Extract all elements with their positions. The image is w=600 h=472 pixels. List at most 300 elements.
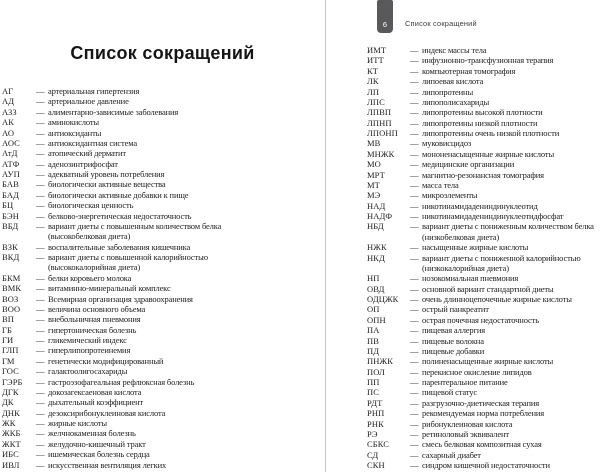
definition-line: муковисцидоз	[422, 138, 472, 149]
definition	[422, 242, 528, 252]
dash-separator: —	[36, 189, 45, 200]
dash-separator: —	[410, 138, 419, 149]
dash-separator: —	[410, 325, 419, 336]
abbreviation: БАВ	[2, 179, 19, 190]
abbreviation-row	[367, 118, 600, 128]
dash-separator: —	[36, 106, 45, 117]
definition	[422, 377, 508, 387]
definition	[48, 439, 146, 449]
page-title: Список сокращений	[70, 43, 255, 63]
abbreviation-row	[367, 284, 600, 294]
definition	[48, 211, 191, 221]
abbreviation-row	[367, 273, 600, 283]
dash-separator: —	[36, 137, 45, 148]
dash-separator: —	[36, 200, 45, 211]
dash-separator: —	[410, 460, 419, 470]
dash-separator: —	[36, 324, 45, 335]
abbreviation-row	[2, 190, 324, 200]
definition	[48, 86, 139, 96]
dash-separator: —	[36, 314, 45, 325]
abbreviation-row	[2, 314, 324, 324]
abbreviation-row	[2, 221, 324, 242]
dash-separator: —	[36, 252, 45, 262]
abbreviation: ВОО	[2, 303, 21, 314]
definition-line: масса тела	[422, 179, 459, 190]
definition	[48, 356, 163, 366]
definition	[422, 387, 477, 397]
abbreviation-row	[367, 107, 600, 117]
abbreviation: НБД	[367, 221, 384, 232]
dash-separator: —	[36, 335, 45, 345]
abbreviation-row	[2, 366, 324, 376]
definition	[48, 304, 145, 314]
definition-line: рекомендуемая норма потребления	[422, 408, 545, 419]
abbreviation: ИТТ	[367, 55, 384, 66]
dash-separator: —	[36, 220, 45, 231]
dash-separator: —	[410, 273, 419, 284]
dash-separator: —	[36, 449, 45, 460]
abbreviation-row	[2, 397, 324, 407]
abbreviation: АО	[2, 127, 15, 138]
dash-separator: —	[410, 439, 419, 450]
abbreviation: ЛК	[367, 76, 379, 87]
definition-line: индекс массы тела	[422, 45, 487, 55]
abbreviation: НП	[367, 273, 380, 284]
abbreviation-row	[2, 408, 324, 418]
definition-line-continuation: (высококалорийная диета)	[48, 262, 141, 273]
definition-line: величина основного объема	[48, 303, 146, 314]
abbreviation-row	[2, 159, 324, 169]
definition-line: никотинамидадениндинуклеотид	[422, 200, 538, 211]
dash-separator: —	[36, 210, 45, 221]
definition	[422, 149, 554, 159]
abbreviation-row	[2, 148, 324, 158]
definition	[48, 138, 137, 148]
dash-separator: —	[410, 159, 419, 170]
abbreviation: ЛПОНП	[367, 128, 398, 138]
definition	[422, 429, 509, 439]
dash-separator: —	[410, 397, 419, 408]
abbreviation-row	[2, 211, 324, 221]
definition-line: компьютерная томография	[422, 65, 516, 76]
abbreviation: ДГК	[2, 386, 19, 397]
definition-line: парентеральное питание	[422, 377, 508, 387]
definition-line: смесь белковая композитная сухая	[422, 439, 542, 450]
abbreviation-row	[367, 201, 600, 211]
abbreviation-row	[367, 97, 600, 107]
abbreviation: ПВ	[367, 335, 380, 346]
definition	[48, 242, 190, 252]
dash-separator: —	[410, 200, 419, 211]
definition-line: вариант диеты с повышенной калорийностью	[48, 252, 209, 262]
definition	[422, 294, 572, 304]
abbreviation-row	[367, 387, 600, 397]
abbreviation: ВБД	[2, 220, 19, 231]
definition-line: микроэлементы	[422, 190, 478, 201]
definition	[48, 335, 127, 345]
abbreviation: АГ	[2, 86, 14, 96]
definition-line: антиоксиданты	[48, 127, 102, 138]
dash-separator: —	[410, 55, 419, 66]
definition-line: биологически активные добавки к пище	[48, 189, 189, 200]
definition-line: магнитно-резонансная томография	[422, 169, 544, 180]
abbreviation: АТФ	[2, 158, 20, 169]
dash-separator: —	[36, 303, 45, 314]
definition	[422, 118, 537, 128]
abbreviation-row	[367, 159, 600, 169]
abbreviation: РДТ	[367, 397, 383, 408]
definition	[48, 418, 107, 428]
dash-separator: —	[36, 428, 45, 439]
abbreviation: ВКД	[2, 252, 20, 262]
dash-separator: —	[410, 86, 419, 97]
abbreviation: РНП	[367, 408, 385, 419]
abbreviation: ПА	[367, 325, 380, 336]
definition	[48, 377, 194, 387]
abbreviation: ИВЛ	[2, 459, 20, 470]
definition	[422, 170, 544, 180]
definition	[48, 148, 126, 158]
dash-separator: —	[36, 293, 45, 304]
definition-line: гипертоническая болезнь	[48, 324, 137, 335]
dash-separator: —	[36, 169, 45, 179]
abbreviation: ГМ	[2, 355, 15, 366]
definition-line: вариант диеты с пониженной калорийностью	[422, 252, 581, 263]
definition	[422, 273, 518, 283]
abbreviation: АтД	[2, 148, 18, 159]
abbreviation: СКН	[367, 460, 385, 470]
abbreviation: ПД	[367, 345, 380, 356]
definition-line: очень длинноцепочечные жирные кислоты	[422, 294, 572, 304]
dash-separator: —	[36, 117, 45, 128]
definition-line: нозокомиальная пневмония	[422, 273, 519, 284]
dash-separator: —	[36, 397, 45, 408]
definition	[48, 283, 171, 293]
definition-line: биологически активные вещества	[48, 179, 166, 190]
abbreviation-row	[367, 149, 600, 159]
abbreviation-row	[367, 55, 600, 65]
definition-line: вариант диеты с пониженным количеством белка	[422, 221, 594, 232]
definition	[422, 87, 473, 97]
abbreviation-row	[367, 377, 600, 387]
definition	[48, 294, 193, 304]
dash-separator: —	[410, 304, 419, 315]
definition-line: липопротеины	[422, 86, 474, 97]
definition-line: липопротеины высокой плотности	[422, 107, 543, 118]
definition	[422, 356, 553, 366]
definition-line: вариант диеты с повышенным количеством белка	[48, 220, 222, 231]
definition	[422, 315, 539, 325]
abbreviation-row	[367, 221, 600, 242]
definition	[422, 325, 485, 335]
definition	[422, 107, 543, 117]
abbreviation: ДК	[2, 397, 14, 408]
abbreviation-row	[367, 211, 600, 221]
abbreviation: РЭ	[367, 428, 378, 439]
abbreviation-row	[2, 439, 324, 449]
abbreviation: НАД	[367, 200, 386, 211]
definition	[48, 273, 131, 283]
dash-separator: —	[410, 335, 419, 346]
definition-line: пищевые добавки	[422, 345, 485, 356]
abbreviation-row	[2, 418, 324, 428]
dash-separator: —	[410, 345, 419, 356]
definition-line: никотинамидадениндинуклеотидфосфат	[422, 211, 564, 221]
definition	[48, 221, 221, 242]
dash-separator: —	[36, 241, 45, 252]
abbreviation: ПОЛ	[367, 366, 385, 377]
definition	[48, 397, 143, 407]
definition-line: насыщенные жирные кислоты	[422, 242, 529, 253]
abbreviation: ИМТ	[367, 45, 387, 55]
abbreviation-row	[367, 190, 600, 200]
dash-separator: —	[36, 283, 45, 294]
abbreviation: НЖК	[367, 242, 387, 253]
dash-separator: —	[36, 86, 45, 96]
definition	[422, 398, 539, 408]
dash-separator: —	[410, 356, 419, 367]
definition-line: острая почечная недостаточность	[422, 314, 539, 325]
abbreviation-list-left	[2, 86, 324, 470]
abbreviation: СД	[367, 449, 379, 460]
definition	[48, 252, 208, 273]
definition-line-continuation: (низкобелковая диета)	[422, 231, 500, 242]
definition-line: аденозинтрифосфат	[48, 158, 118, 169]
abbreviation-row	[367, 336, 600, 346]
definition	[48, 128, 101, 138]
abbreviation-row	[2, 304, 324, 314]
dash-separator: —	[36, 179, 45, 190]
dash-separator: —	[410, 283, 419, 294]
definition	[422, 66, 515, 76]
abbreviation: НАДФ	[367, 211, 393, 221]
definition-line: пищевые волокна	[422, 335, 484, 346]
definition-line: искусственная вентиляция легких	[48, 459, 167, 470]
definition	[48, 428, 136, 438]
abbreviation-row	[367, 408, 600, 418]
abbreviation: МО	[367, 159, 381, 170]
dash-separator: —	[410, 221, 419, 232]
abbreviation-row	[367, 294, 600, 304]
definition-line: артериальная гипертензия	[48, 86, 140, 96]
definition	[422, 128, 559, 138]
definition-line: медицинские организации	[422, 159, 515, 170]
definition	[48, 314, 141, 324]
definition-line: аминокислоты	[48, 117, 99, 128]
abbreviation-row	[367, 346, 600, 356]
definition-line: гастроэзофагеальная рефлюксная болезнь	[48, 376, 195, 387]
dash-separator: —	[410, 190, 419, 201]
abbreviation-row	[367, 398, 600, 408]
definition-line: адекватный уровень потребления	[48, 169, 165, 179]
dash-separator: —	[410, 408, 419, 419]
definition	[48, 200, 133, 210]
page-number: 6	[382, 20, 388, 29]
abbreviation-row	[2, 96, 324, 106]
abbreviation-row	[367, 76, 600, 86]
dash-separator: —	[36, 386, 45, 397]
dash-separator: —	[410, 107, 419, 118]
abbreviation: МВ	[367, 138, 381, 149]
abbreviation-row	[2, 356, 324, 366]
definition-line: Всемирная организация здравоохранения	[48, 293, 193, 304]
abbreviation: ГЭРБ	[2, 376, 23, 387]
definition-line: полиненасыщенные жирные кислоты	[422, 356, 554, 367]
definition-line: перекисное окисление липидов	[422, 366, 532, 377]
abbreviation: ОВД	[367, 283, 385, 294]
definition-line: инфузионно-трансфузионная терапия	[422, 55, 554, 66]
abbreviation-row	[2, 460, 324, 470]
definition-line-continuation: (высокобелковая диета)	[48, 231, 131, 242]
dash-separator: —	[410, 252, 419, 263]
dash-separator: —	[410, 128, 419, 138]
dash-separator: —	[36, 148, 45, 159]
abbreviation: БЭН	[2, 210, 19, 221]
abbreviation-row	[2, 128, 324, 138]
abbreviation-row	[367, 429, 600, 439]
abbreviation: ЛПНП	[367, 117, 392, 128]
abbreviation: ЛП	[367, 86, 380, 97]
abbreviation: ГОС	[2, 366, 19, 377]
abbreviation-row	[367, 66, 600, 76]
abbreviation: МРТ	[367, 169, 385, 180]
abbreviation-row	[2, 387, 324, 397]
abbreviation-row	[2, 107, 324, 117]
abbreviation: ОДЦЖК	[367, 294, 399, 304]
abbreviation: АУП	[2, 169, 20, 179]
definition	[422, 159, 514, 169]
dash-separator: —	[410, 418, 419, 429]
definition-line: желудочно-кишечный тракт	[48, 438, 146, 449]
definition-line: алиментарно-зависимые заболевания	[48, 106, 179, 117]
definition	[48, 460, 166, 470]
abbreviation-row	[367, 356, 600, 366]
abbreviation: ПП	[367, 377, 380, 387]
definition-line: рибонуклеиновая кислота	[422, 418, 513, 429]
abbreviation-row	[367, 450, 600, 460]
page-number-tab	[377, 0, 393, 33]
abbreviation: СБКС	[367, 439, 390, 450]
definition	[422, 55, 553, 65]
definition-line: генетически модифицированный	[48, 355, 164, 366]
abbreviation-row	[367, 128, 600, 138]
dash-separator: —	[410, 211, 419, 221]
abbreviation-row	[367, 460, 600, 470]
definition-line: сахарный диабет	[422, 449, 481, 460]
dash-separator: —	[36, 376, 45, 387]
definition-line: дыхательный коэффициент	[48, 397, 144, 408]
definition	[48, 408, 165, 418]
abbreviation: ИБС	[2, 449, 19, 460]
abbreviation-row	[2, 252, 324, 273]
definition-line: атопический дерматит	[48, 148, 126, 159]
abbreviation: ЖК	[2, 418, 16, 428]
dash-separator: —	[410, 294, 419, 304]
abbreviation: КТ	[367, 65, 379, 76]
dash-separator: —	[36, 158, 45, 169]
abbreviation: МЭ	[367, 190, 381, 201]
dash-separator: —	[36, 459, 45, 470]
abbreviation: ЛПС	[367, 96, 385, 107]
abbreviation-row	[367, 253, 600, 274]
definition-line: белки коровьего молока	[48, 272, 132, 283]
dash-separator: —	[410, 179, 419, 190]
abbreviation: ВОЗ	[2, 293, 19, 304]
definition-line-continuation: (низкокалорийная диета)	[422, 262, 509, 273]
abbreviation: ЛПВП	[367, 107, 392, 118]
definition	[48, 107, 178, 117]
definition-line: пищевой статус	[422, 387, 477, 398]
definition-line: антиоксидантная система	[48, 137, 138, 148]
definition	[422, 284, 553, 294]
dash-separator: —	[410, 148, 419, 159]
abbreviation-row	[2, 283, 324, 293]
dash-separator: —	[36, 438, 45, 449]
abbreviation-row	[367, 325, 600, 335]
definition	[422, 408, 544, 418]
abbreviation: БЦ	[2, 200, 14, 211]
dash-separator: —	[410, 65, 419, 76]
abbreviation-row	[367, 367, 600, 377]
abbreviation: ПС	[367, 387, 380, 398]
abbreviation: ДНК	[2, 407, 20, 418]
abbreviation: РНК	[367, 418, 384, 429]
abbreviation-row	[367, 242, 600, 252]
definition	[422, 201, 538, 211]
dash-separator: —	[36, 345, 45, 356]
abbreviation: ЖКТ	[2, 438, 21, 449]
definition	[422, 439, 542, 449]
definition	[422, 76, 483, 86]
abbreviation-row	[367, 87, 600, 97]
dash-separator: —	[410, 314, 419, 325]
abbreviation-row	[2, 294, 324, 304]
abbreviation-row	[2, 345, 324, 355]
definition	[48, 449, 150, 459]
abbreviation-row	[2, 273, 324, 283]
dash-separator: —	[410, 76, 419, 87]
definition	[422, 460, 550, 470]
definition	[48, 190, 188, 200]
definition	[422, 211, 563, 221]
definition-line: желчнокаменная болезнь	[48, 428, 136, 439]
definition-line: ретиноловый эквивалент	[422, 428, 509, 439]
dash-separator: —	[410, 449, 419, 460]
abbreviation-row	[2, 428, 324, 438]
dash-separator: —	[410, 45, 419, 55]
abbreviation: МТ	[367, 179, 380, 190]
abbreviation: ПНЖК	[367, 356, 393, 367]
abbreviation-row	[367, 170, 600, 180]
abbreviation: БКМ	[2, 272, 21, 283]
dash-separator: —	[36, 96, 45, 107]
definition-line: белково-энергетическая недостаточность	[48, 210, 192, 221]
definition	[48, 96, 129, 106]
abbreviation: ВМК	[2, 283, 22, 294]
dash-separator: —	[410, 387, 419, 398]
abbreviation-row	[2, 117, 324, 127]
abbreviation-list-right	[367, 45, 600, 470]
definition	[48, 325, 136, 335]
running-head: Список сокращений	[405, 19, 477, 28]
definition-line: докозагексаеновая кислота	[48, 386, 142, 397]
definition	[422, 190, 477, 200]
abbreviation: БАД	[2, 189, 20, 200]
abbreviation-row	[367, 138, 600, 148]
abbreviation: НКД	[367, 252, 385, 263]
abbreviation-row	[367, 439, 600, 449]
abbreviation: ГБ	[2, 324, 12, 335]
